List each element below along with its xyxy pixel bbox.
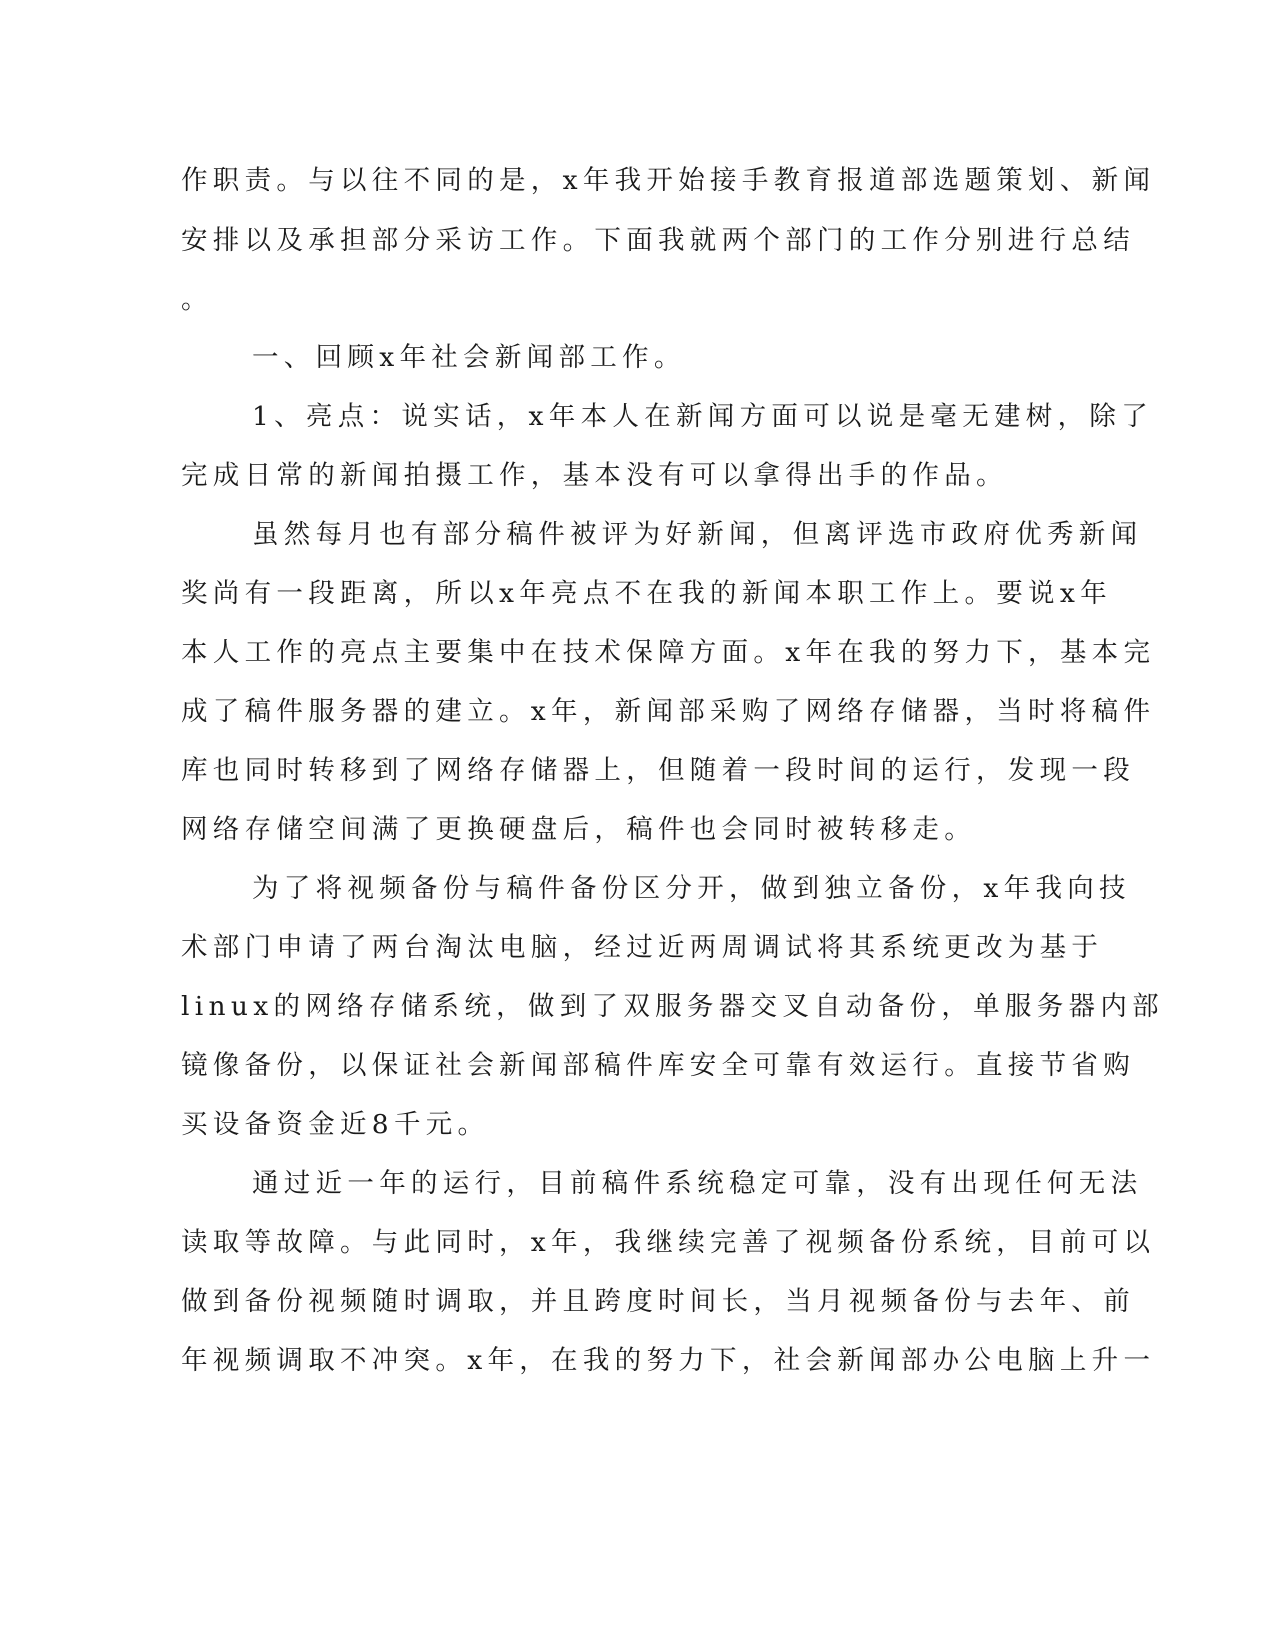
text-line: 库也同时转移到了网络存储器上，但随着一段时间的运行，发现一段 (181, 755, 1135, 786)
text-line: 买设备资金近8千元。 (181, 1109, 490, 1140)
text-line: 。 (181, 284, 213, 315)
text-line: 网络存储空间满了更换硬盘后，稿件也会同时被转移走。 (181, 814, 976, 845)
text-line: 成了稿件服务器的建立。x年，新闻部采购了网络存储器，当时将稿件 (181, 696, 1156, 727)
text-line: 做到备份视频随时调取，并且跨度时间长，当月视频备份与去年、前 (181, 1286, 1135, 1317)
text-line: 镜像备份，以保证社会新闻部稿件库安全可靠有效运行。直接节省购 (181, 1050, 1135, 1081)
text-line: 年视频调取不冲突。x年，在我的努力下，社会新闻部办公电脑上升一 (181, 1345, 1156, 1376)
text-line: 本人工作的亮点主要集中在技术保障方面。x年在我的努力下，基本完 (181, 637, 1156, 668)
text-line: 虽然每月也有部分稿件被评为好新闻，但离评选市政府优秀新闻 (252, 519, 1143, 550)
section-heading: 一、回顾x年社会新闻部工作。 (252, 342, 686, 373)
text-line: linux的网络存储系统，做到了双服务器交叉自动备份，单服务器内部 (181, 991, 1164, 1022)
text-line: 作职责。与以往不同的是，x年我开始接手教育报道部选题策划、新闻 (181, 165, 1156, 196)
text-line: 术部门申请了两台淘汰电脑，经过近两周调试将其系统更改为基于 (181, 932, 1104, 963)
text-line: 读取等故障。与此同时，x年，我继续完善了视频备份系统，目前可以 (181, 1227, 1156, 1258)
text-line: 完成日常的新闻拍摄工作，基本没有可以拿得出手的作品。 (181, 460, 1008, 491)
text-line: 为了将视频备份与稿件备份区分开，做到独立备份，x年我向技 (252, 873, 1131, 904)
text-line: 1、亮点：说实话，x年本人在新闻方面可以说是毫无建树，除了 (252, 401, 1154, 432)
text-line: 通过近一年的运行，目前稿件系统稳定可靠，没有出现任何无法 (252, 1168, 1143, 1199)
text-line: 安排以及承担部分采访工作。下面我就两个部门的工作分别进行总结 (181, 225, 1135, 256)
text-line: 奖尚有一段距离，所以x年亮点不在我的新闻本职工作上。要说x年 (181, 578, 1112, 609)
